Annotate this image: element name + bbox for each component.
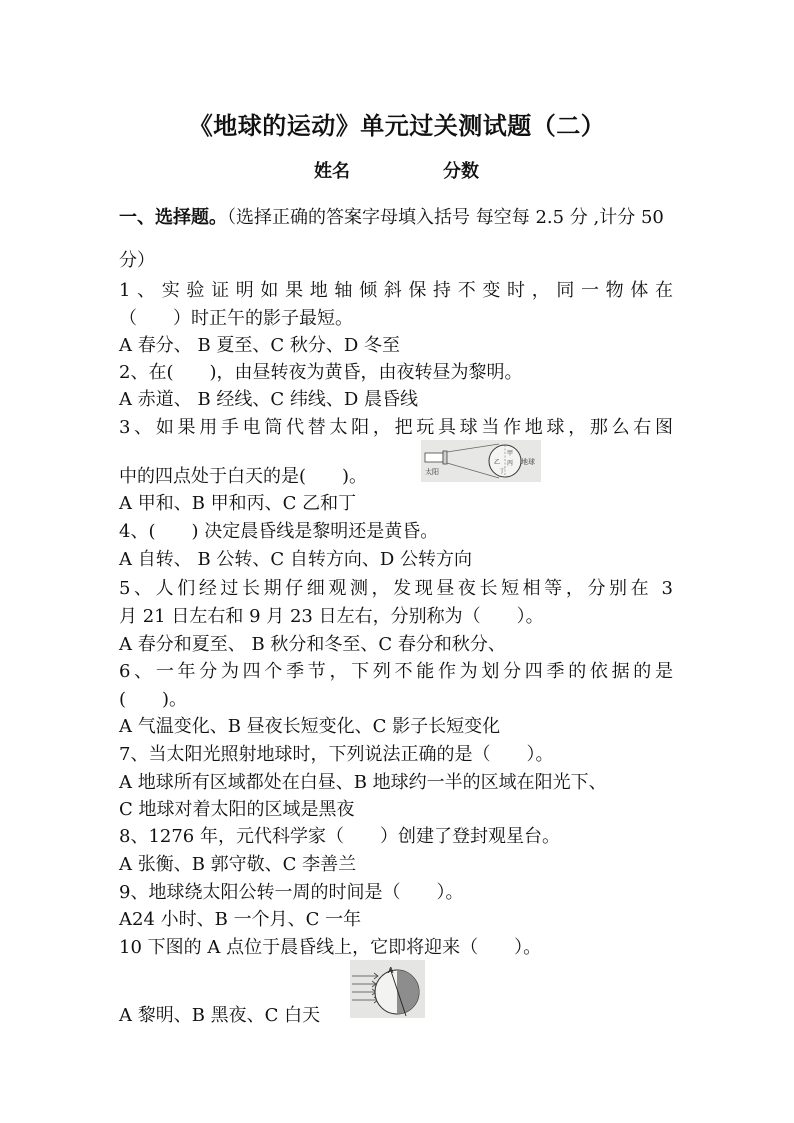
question-3-stem: 3、如果用手电筒代替太阳，把玩具球当作地球，那么右图 <box>119 417 673 438</box>
section-note-line1: （选择正确的答案字母填入括号 每空每 2.5 分 ,计分 50 <box>227 207 664 228</box>
question-10-options: A 黎明、B 黑夜、C 白天 <box>119 1005 321 1026</box>
question-5-stem: 5、人们经过长期仔细观测，发现昼夜长短相等，分别在 3 <box>119 578 673 599</box>
name-label: 姓名 <box>314 161 350 182</box>
question-6-options: A 气温变化、B 昼夜长短变化、C 影子长短变化 <box>119 716 501 737</box>
question-5-options: A 春分和夏至、 B 秋分和冬至、C 春分和秋分、 <box>119 634 506 655</box>
question-1-stem: 1、实验证明如果地轴倾斜保持不变时，同一物体在 <box>119 280 673 301</box>
question-1-stem-cont: （ ）时正午的影子最短。 <box>119 308 353 329</box>
question-7-stem: 7、当太阳光照射地球时，下列说法正确的是（ ）。 <box>119 744 554 765</box>
question-2-stem: 2、在( )，由昼转夜为黄昏，由夜转昼为黎明。 <box>119 362 523 383</box>
earth-label: 地球 <box>521 458 535 466</box>
section-header <box>119 203 675 229</box>
flashlight-earth-diagram <box>421 440 541 482</box>
sunlight-earth-diagram <box>350 960 425 1018</box>
question-4-stem: 4、( ) 决定晨昏线是黎明还是黄昏。 <box>119 521 439 542</box>
point-label-yi: 乙 <box>494 459 501 466</box>
page-title: 《地球的运动》单元过关测试题（二） <box>188 112 606 140</box>
question-9-stem: 9、地球绕太阳公转一周的时间是（ ）。 <box>119 882 464 903</box>
terminator-figure <box>350 960 425 1018</box>
question-7-options: A 地球所有区域都处在白昼、B 地球约一半的区域在阳光下、 <box>119 772 607 793</box>
flashlight-earth-figure <box>421 440 541 482</box>
question-5-stem-cont: 月 21 日左右和 9 月 23 日左右，分别称为（ ）。 <box>119 606 544 627</box>
question-9-options: A24 小时、B 一个月、C 一年 <box>119 909 362 930</box>
flashlight-head-icon <box>443 451 447 464</box>
question-8-stem: 8、1276 年，元代科学家（ ）创建了登封观星台。 <box>119 826 560 847</box>
question-3-options: A 甲和、B 甲和丙、C 乙和丁 <box>119 493 357 514</box>
question-4-options: A 自转、 B 公转、C 自转方向、D 公转方向 <box>119 549 473 570</box>
point-label-bing: 丙 <box>507 460 514 467</box>
question-2-options: A 赤道、 B 经线、C 纬线、D 晨昏线 <box>119 389 419 410</box>
flashlight-body-icon <box>425 453 443 462</box>
section-heading: 一、选择题。 <box>119 207 227 228</box>
question-10-stem: 10 下图的 A 点位于晨昏线上，它即将迎来（ ）。 <box>119 937 542 958</box>
point-label-ding: 丁 <box>499 468 506 475</box>
question-6-stem: 6、一年分为四个季节，下列不能作为划分四季的依据的是 <box>119 661 673 682</box>
point-label-jia: 甲 <box>507 450 514 457</box>
question-6-stem-cont: ( )。 <box>119 689 188 710</box>
question-7-options-cont: C 地球对着太阳的区域是黑夜 <box>119 799 355 820</box>
sun-label: 太阳 <box>425 468 439 476</box>
question-3-stem-cont: 中的四点处于白天的是( )。 <box>119 466 368 487</box>
point-a-label: A <box>388 966 394 975</box>
question-1-options: A 春分、 B 夏至、C 秋分、D 冬至 <box>119 335 401 356</box>
score-label: 分数 <box>443 161 479 182</box>
question-8-options: A 张衡、B 郭守敬、C 李善兰 <box>119 854 357 875</box>
section-note-line2: 分） <box>119 250 155 271</box>
